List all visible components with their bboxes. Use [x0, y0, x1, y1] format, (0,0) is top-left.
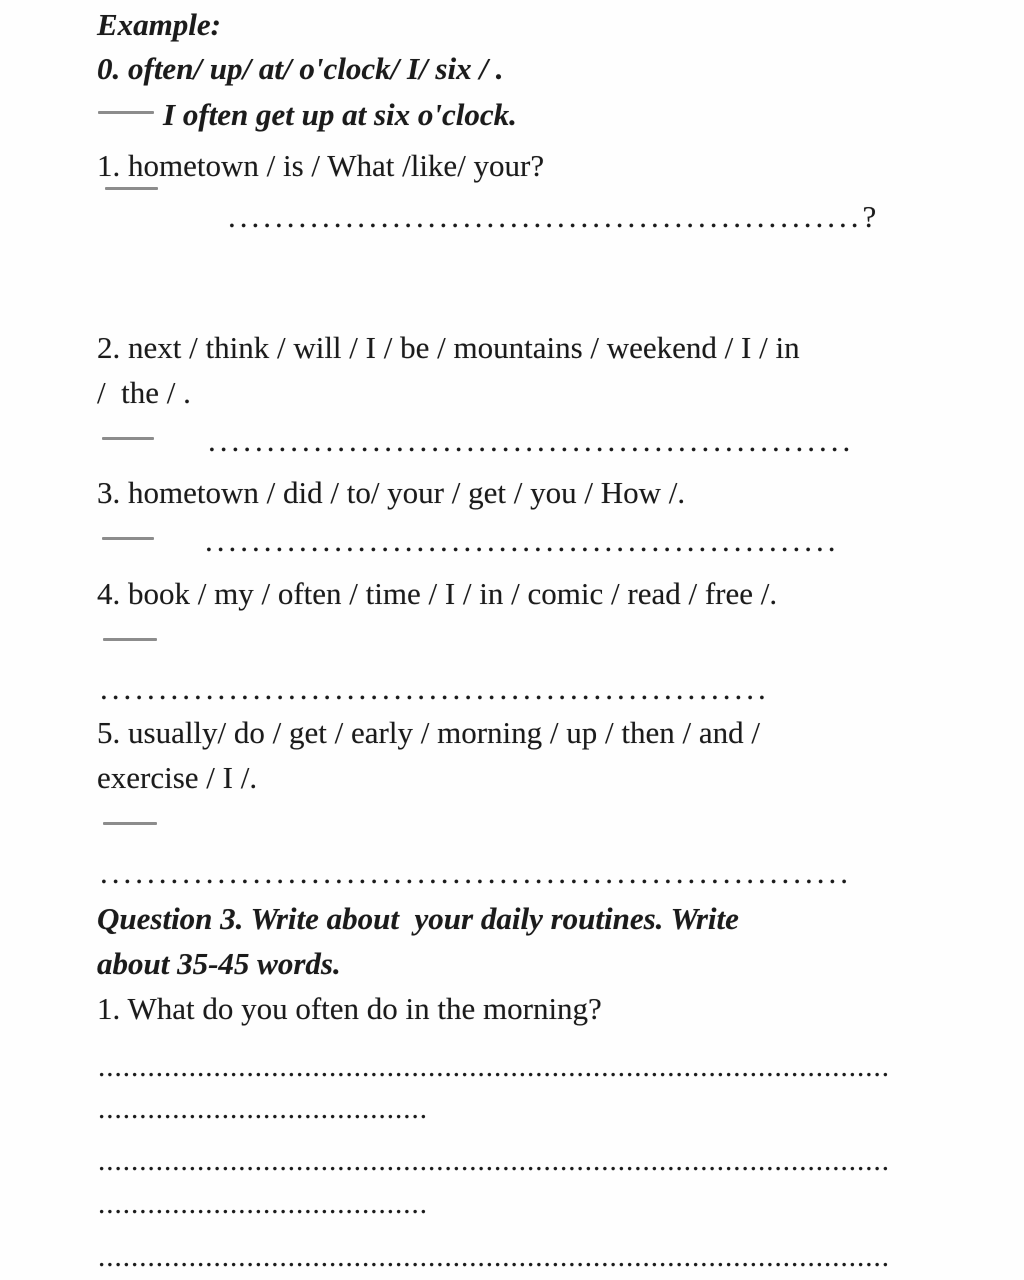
question3-heading-line-2: about 35-45 words. [97, 946, 341, 981]
item-2-answer-dots: ....................................................... [208, 423, 855, 458]
example-prompt: 0. often/ up/ at/ o'clock/ I/ six / . [97, 51, 504, 86]
answer-dash-icon [102, 537, 154, 540]
item-2-prompt-line-2: / the / . [97, 375, 191, 410]
item-2-prompt-line-1: 2. next / think / will / I / be / mountains / weekend / I / in [97, 330, 800, 365]
writing-answer-line-1: ................................................................................................ [98, 1051, 890, 1083]
answer-dash-icon [98, 111, 154, 114]
item-5-prompt-line-1: 5. usually/ do / get / early / morning / up / then / and / [97, 715, 760, 750]
item-1-answer-dots: ......................................................? [228, 199, 881, 234]
item-1-prompt: 1. hometown / is / What /like/ your? [97, 148, 545, 183]
answer-dash-icon [103, 822, 157, 825]
item-3-prompt: 3. hometown / did / to/ your / get / you / How /. [97, 475, 686, 510]
example-heading: Example: [97, 7, 221, 42]
answer-dash-icon [103, 638, 157, 641]
question3-heading-line-1: Question 3. Write about your daily routines. Write [97, 901, 739, 936]
item-3-answer-dots: ...................................................... [205, 523, 840, 558]
item-4-prompt: 4. book / my / often / time / I / in / comic / read / free /. [97, 576, 778, 611]
writing-answer-line-2: ........................................ [98, 1093, 428, 1125]
item-5-prompt-line-2: exercise / I /. [97, 760, 258, 795]
answer-dash-icon [102, 437, 154, 440]
item-5-answer-dots: ................................................................ [100, 855, 852, 890]
writing-answer-line-5: ................................................................................................ [98, 1241, 890, 1273]
item-4-answer-dots: ......................................................... [100, 671, 770, 706]
writing-answer-line-4: ........................................ [98, 1188, 428, 1220]
question3-sub-question: 1. What do you often do in the morning? [97, 991, 602, 1026]
answer-dash-icon [105, 187, 158, 190]
writing-answer-line-3: ................................................................................................ [98, 1145, 890, 1177]
example-answer: I often get up at six o'clock. [163, 97, 517, 132]
